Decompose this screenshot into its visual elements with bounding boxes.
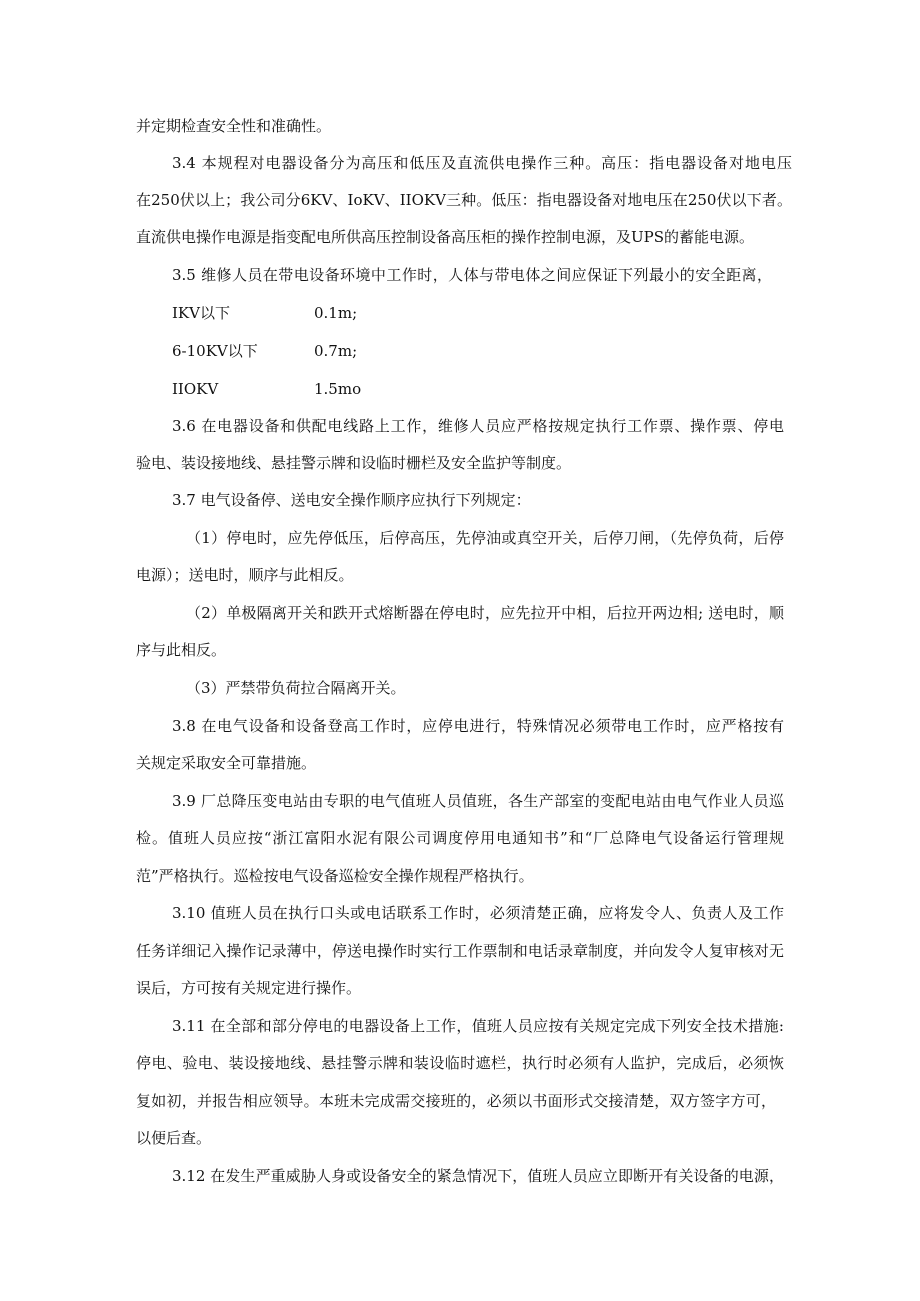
text-line: 验电、装设接地线、悬挂警示牌和设临时栅栏及安全监护等制度。: [136, 454, 572, 472]
text-line: 误后，方可按有关规定进行操作。: [136, 979, 362, 997]
text-line: 并定期检查安全性和准确性。: [136, 117, 332, 135]
text-line: 在250伏以上；我公司分6KV、IoKV、IIOKV三种。低压：指电器设备对地电压在250伏以下者。: [136, 191, 792, 209]
text-line: 序与此相反。: [136, 641, 227, 659]
distance-value: 1.5mo: [314, 380, 362, 398]
clause-3-6: 3.6 在电器设备和供配电线路上工作，维修人员应严格按规定执行工作票、操作票、停电: [172, 417, 784, 435]
text-line: 关规定采取安全可靠措施。: [136, 754, 317, 772]
clause-3-7: 3.7 电气设备停、送电安全操作顺序应执行下列规定：: [172, 491, 531, 509]
clause-3-12: 3.12 在发生严重威胁人身或设备安全的紧急情况下，值班人员应立即断开有关设备的电源，: [172, 1167, 784, 1185]
distance-voltage: 6-10KV以下: [172, 342, 258, 360]
text-line: 范”严格执行。巡检按电气设备巡检安全操作规程严格执行。: [136, 867, 534, 885]
text-line: 任务详细记入操作记录薄中，停送电操作时实行工作票制和电话录章制度，并向发令人复审核对无: [136, 942, 784, 960]
distance-voltage: IKV以下: [172, 304, 230, 322]
text-line: 电源）；送电时，顺序与此相反。: [136, 566, 354, 584]
clause-3-5: 3.5 维修人员在带电设备环境中工作时，人体与带电体之间应保证下列最小的安全距离，: [172, 266, 772, 284]
clause-3-4: 3.4 本规程对电器设备分为高压和低压及直流供电操作三种。高压：指电器设备对地电压: [172, 154, 792, 172]
rule-item-1: （1）停电时，应先停低压，后停高压，先停油或真空开关，后停刀闸，（先停负荷，后停: [186, 529, 784, 547]
clause-3-9: 3.9 厂总降压变电站由专职的电气值班人员值班，各生产部室的变配电站由电气作业人员巡: [172, 792, 784, 810]
text-line: 复如初，并报告相应领导。本班未完成需交接班的，必须以书面形式交接清楚，双方签字方可，: [136, 1092, 776, 1110]
clause-3-10: 3.10 值班人员在执行口头或电话联系工作时，必须清楚正确，应将发令人、负责人及工作: [172, 904, 784, 922]
clause-3-11: 3.11 在全部和部分停电的电器设备上工作，值班人员应按有关规定完成下列安全技术措施:: [172, 1017, 784, 1035]
text-line: 直流供电操作电源是指变配电所供高压控制设备高压柜的操作控制电源，及UPS的蓄能电源。: [136, 228, 755, 246]
text-line: 检。值班人员应按“浙江富阳水泥有限公司调度停用电通知书”和“厂总降电气设备运行管理规: [136, 829, 784, 847]
distance-value: 0.1m;: [314, 304, 358, 322]
distance-voltage: IIOKV: [172, 380, 219, 398]
rule-item-3: （3）严禁带负荷拉合隔离开关。: [186, 679, 406, 697]
text-line: 停电、验电、装设接地线、悬挂警示牌和装设临时遮栏，执行时必须有人监护，完成后，必须恢: [136, 1054, 784, 1072]
text-line: 以便后查。: [136, 1129, 212, 1147]
clause-3-8: 3.8 在电气设备和设备登高工作时，应停电进行，特殊情况必须带电工作时，应严格按有: [172, 717, 784, 735]
distance-value: 0.7m;: [314, 342, 358, 360]
rule-item-2: （2）单极隔离开关和跌开式熔断器在停电时，应先拉开中相，后拉开两边相; 送电时，顺: [186, 604, 784, 622]
